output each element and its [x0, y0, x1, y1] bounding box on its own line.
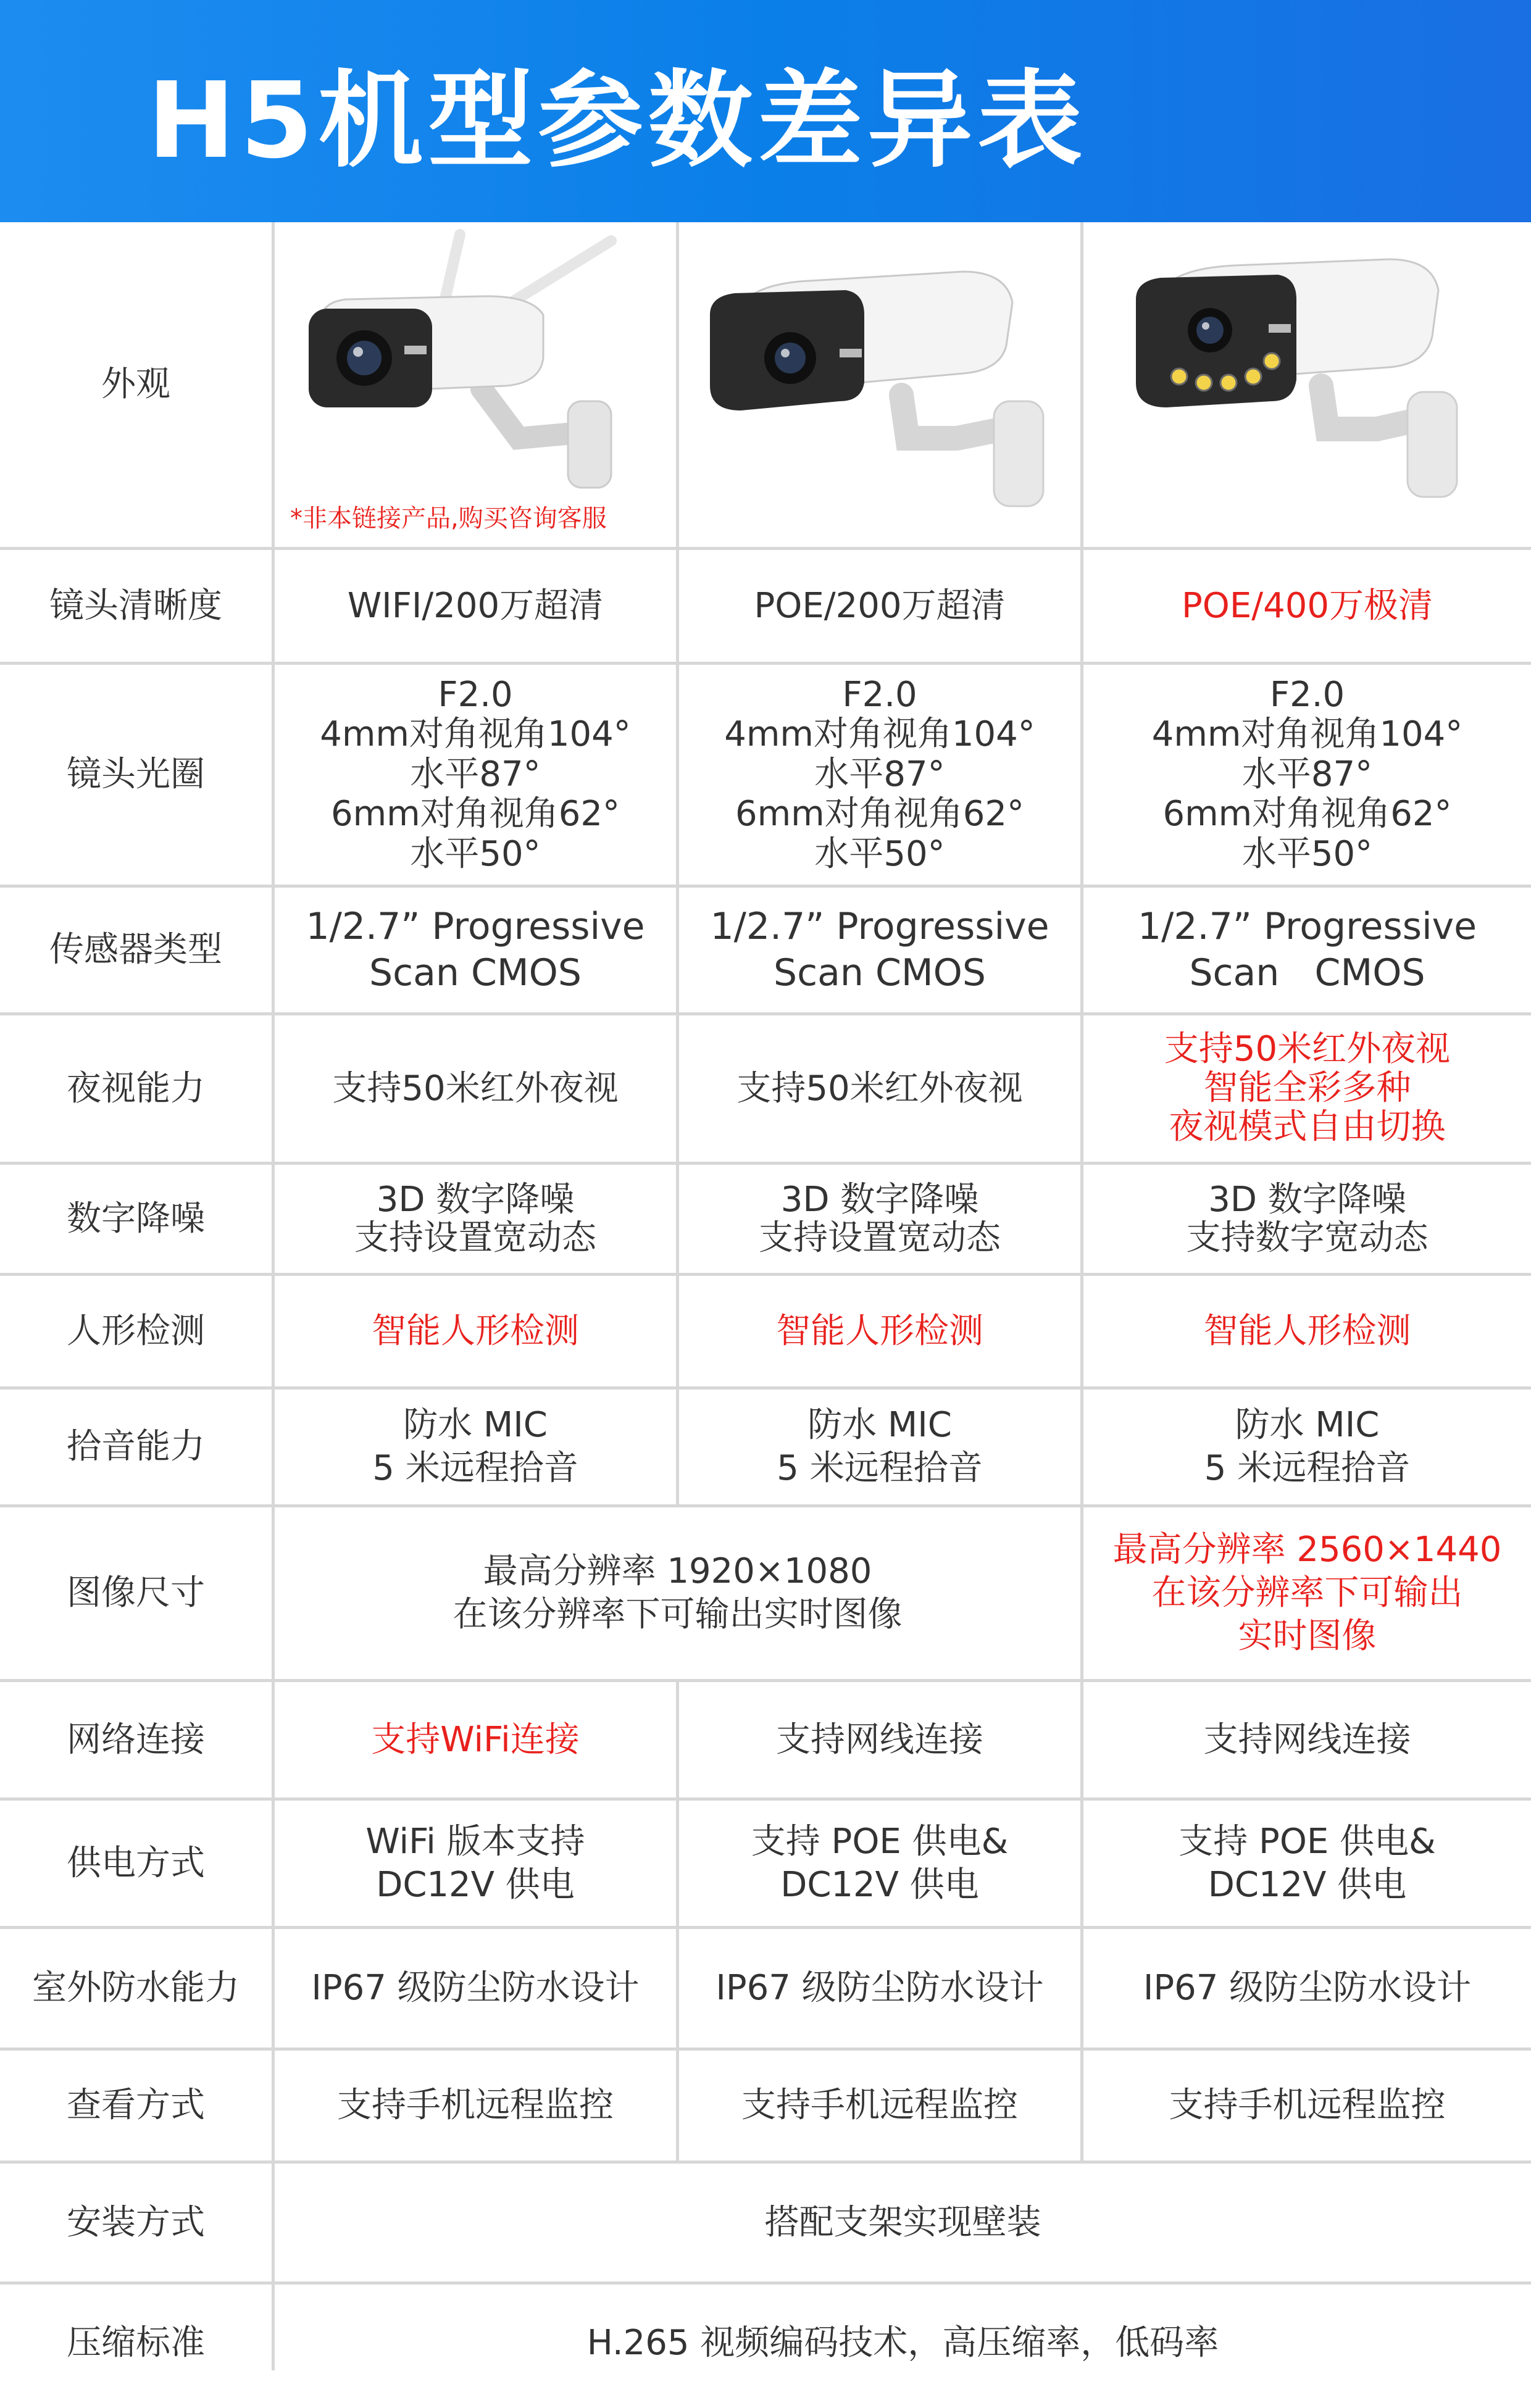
- sensor-line: 1/2.7” Progressive: [1137, 905, 1477, 948]
- noise-line: 支持设置宽动态: [759, 1217, 1001, 1258]
- row-label-waterproof: 室外防水能力: [32, 1968, 240, 2008]
- noise-line: 支持数字宽动态: [1186, 1217, 1429, 1258]
- row-label-night-vision: 夜视能力: [67, 1068, 205, 1109]
- aperture-line: 4mm对角视角104°: [1151, 714, 1463, 755]
- noise-line: 支持设置宽动态: [354, 1217, 596, 1258]
- image-size-line: 最高分辨率 2560×1440: [1112, 1530, 1502, 1570]
- sensor-poe-2mp: [679, 888, 1080, 1012]
- aperture-line: F2.0: [842, 675, 917, 715]
- noise-line: 3D 数字降噪: [1208, 1179, 1406, 1220]
- network-poe-2mp: 支持网线连接: [776, 1719, 983, 1760]
- image-size-line: 最高分辨率 1920×1080: [483, 1551, 872, 1591]
- power-poe-4mp: [1083, 1801, 1531, 1926]
- product-note: *非本链接产品,购买咨询客服: [290, 504, 607, 533]
- row-label-appearance: 外观: [101, 364, 170, 404]
- color-night-camera-image: [1130, 244, 1475, 509]
- aperture-poe-4mp: [1083, 665, 1531, 885]
- image-size-line: 在该分辨率下可输出实时图像: [453, 1594, 903, 1635]
- audio-line: 5 米远程拾音: [777, 1448, 983, 1488]
- aperture-poe-2mp: [679, 665, 1080, 885]
- network-poe-4mp: 支持网线连接: [1203, 1719, 1411, 1760]
- view-mode-poe-2mp: 支持手机远程监控: [741, 2085, 1018, 2125]
- aperture-line: 水平50°: [410, 833, 541, 874]
- power-line: DC12V 供电: [780, 1864, 979, 1905]
- row-label-audio: 拾音能力: [67, 1427, 205, 1467]
- aperture-line: 水平50°: [1241, 833, 1373, 874]
- noise-reduction-poe-4mp: [1083, 1165, 1531, 1273]
- audio-poe-4mp: [1083, 1389, 1531, 1504]
- sensor-line: Scan CMOS: [369, 951, 582, 994]
- row-label-noise-reduction: 数字降噪: [67, 1198, 205, 1239]
- human-detection-wifi: 智能人形检测: [372, 1310, 579, 1351]
- image-size-line: 在该分辨率下可输出: [1151, 1573, 1463, 1613]
- resolution-poe-4mp: POE/400万极清: [1182, 585, 1433, 626]
- aperture-wifi: [275, 665, 676, 885]
- audio-line: 5 米远程拾音: [372, 1448, 578, 1488]
- aperture-line: 水平87°: [814, 754, 945, 794]
- view-mode-wifi: 支持手机远程监控: [337, 2085, 614, 2125]
- sensor-line: Scan CMOS: [1189, 951, 1425, 994]
- night-vision-line: 夜视模式自由切换: [1169, 1106, 1446, 1147]
- waterproof-poe-4mp: IP67 级防尘防水设计: [1143, 1968, 1472, 2008]
- row-label-install: 安装方式: [67, 2202, 205, 2243]
- sensor-line: 1/2.7” Progressive: [710, 905, 1049, 948]
- view-mode-poe-4mp: 支持手机远程监控: [1169, 2085, 1446, 2125]
- resolution-poe-2mp: POE/200万超清: [754, 585, 1006, 626]
- power-line: DC12V 供电: [376, 1864, 575, 1905]
- image-size-4mp: [1083, 1507, 1531, 1679]
- noise-reduction-poe-2mp: [679, 1165, 1080, 1273]
- install-all: 搭配支架实现壁装: [764, 2202, 1041, 2243]
- row-label-compression: 压缩标准: [67, 2323, 205, 2363]
- power-line: DC12V 供电: [1208, 1864, 1407, 1905]
- aperture-line: 4mm对角视角104°: [724, 714, 1035, 755]
- aperture-line: 水平87°: [1241, 754, 1373, 794]
- network-wifi: 支持WiFi连接: [371, 1719, 580, 1760]
- power-line: 支持 POE 供电&: [751, 1821, 1009, 1862]
- aperture-line: 水平50°: [814, 833, 945, 874]
- noise-line: 3D 数字降噪: [780, 1179, 979, 1220]
- page-title: H5机型参数差异表: [147, 59, 1088, 182]
- sensor-poe-4mp: [1083, 888, 1531, 1012]
- noise-reduction-wifi: [275, 1165, 676, 1273]
- aperture-line: 水平87°: [410, 754, 541, 794]
- human-detection-poe-4mp: 智能人形检测: [1203, 1310, 1411, 1351]
- audio-line: 防水 MIC: [403, 1405, 548, 1445]
- night-vision-line: 支持50米红外夜视: [1164, 1029, 1451, 1070]
- noise-line: 3D 数字降噪: [376, 1179, 575, 1220]
- night-vision-poe-2mp: 支持50米红外夜视: [736, 1068, 1023, 1109]
- sensor-line: Scan CMOS: [774, 951, 986, 994]
- sensor-wifi: [275, 888, 676, 1012]
- wifi-camera-image: [296, 228, 642, 500]
- power-poe-2mp: [679, 1801, 1080, 1926]
- row-label-aperture: 镜头光圈: [67, 754, 205, 794]
- power-wifi: [275, 1801, 676, 1926]
- aperture-line: 6mm对角视角62°: [735, 794, 1024, 835]
- header-banner: [0, 0, 1531, 222]
- image-size-2mp: [275, 1507, 1080, 1679]
- waterproof-poe-2mp: IP67 级防尘防水设计: [715, 1968, 1044, 2008]
- aperture-line: 4mm对角视角104°: [320, 714, 631, 755]
- row-label-network: 网络连接: [67, 1719, 205, 1760]
- row-label-image-size: 图像尺寸: [67, 1573, 205, 1613]
- night-vision-poe-4mp: [1083, 1015, 1531, 1162]
- poe-camera-image: [698, 247, 1062, 525]
- audio-wifi: [275, 1389, 676, 1504]
- sensor-line: 1/2.7” Progressive: [306, 905, 645, 948]
- row-label-sensor: 传感器类型: [49, 930, 222, 970]
- human-detection-poe-2mp: 智能人形检测: [776, 1310, 983, 1351]
- night-vision-wifi: 支持50米红外夜视: [332, 1068, 619, 1109]
- row-label-human-detection: 人形检测: [67, 1310, 205, 1351]
- row-label-power: 供电方式: [67, 1843, 205, 1883]
- aperture-line: 6mm对角视角62°: [331, 794, 620, 835]
- waterproof-wifi: IP67 级防尘防水设计: [311, 1968, 640, 2008]
- aperture-line: F2.0: [1269, 675, 1345, 715]
- audio-line: 5 米远程拾音: [1204, 1448, 1411, 1488]
- power-line: 支持 POE 供电&: [1178, 1821, 1436, 1862]
- compression-all: H.265 视频编码技术，高压缩率，低码率: [586, 2323, 1219, 2363]
- resolution-wifi: WIFI/200万超清: [347, 585, 604, 626]
- aperture-line: 6mm对角视角62°: [1162, 794, 1452, 835]
- night-vision-line: 智能全彩多种: [1203, 1068, 1411, 1109]
- image-size-line: 实时图像: [1238, 1616, 1377, 1656]
- row-label-view-mode: 查看方式: [67, 2085, 205, 2125]
- row-label-resolution: 镜头清晰度: [49, 585, 222, 626]
- aperture-line: F2.0: [438, 675, 513, 715]
- audio-line: 防水 MIC: [1235, 1405, 1380, 1445]
- audio-poe-2mp: [679, 1389, 1080, 1504]
- audio-line: 防水 MIC: [807, 1405, 952, 1445]
- power-line: WiFi 版本支持: [365, 1821, 585, 1862]
